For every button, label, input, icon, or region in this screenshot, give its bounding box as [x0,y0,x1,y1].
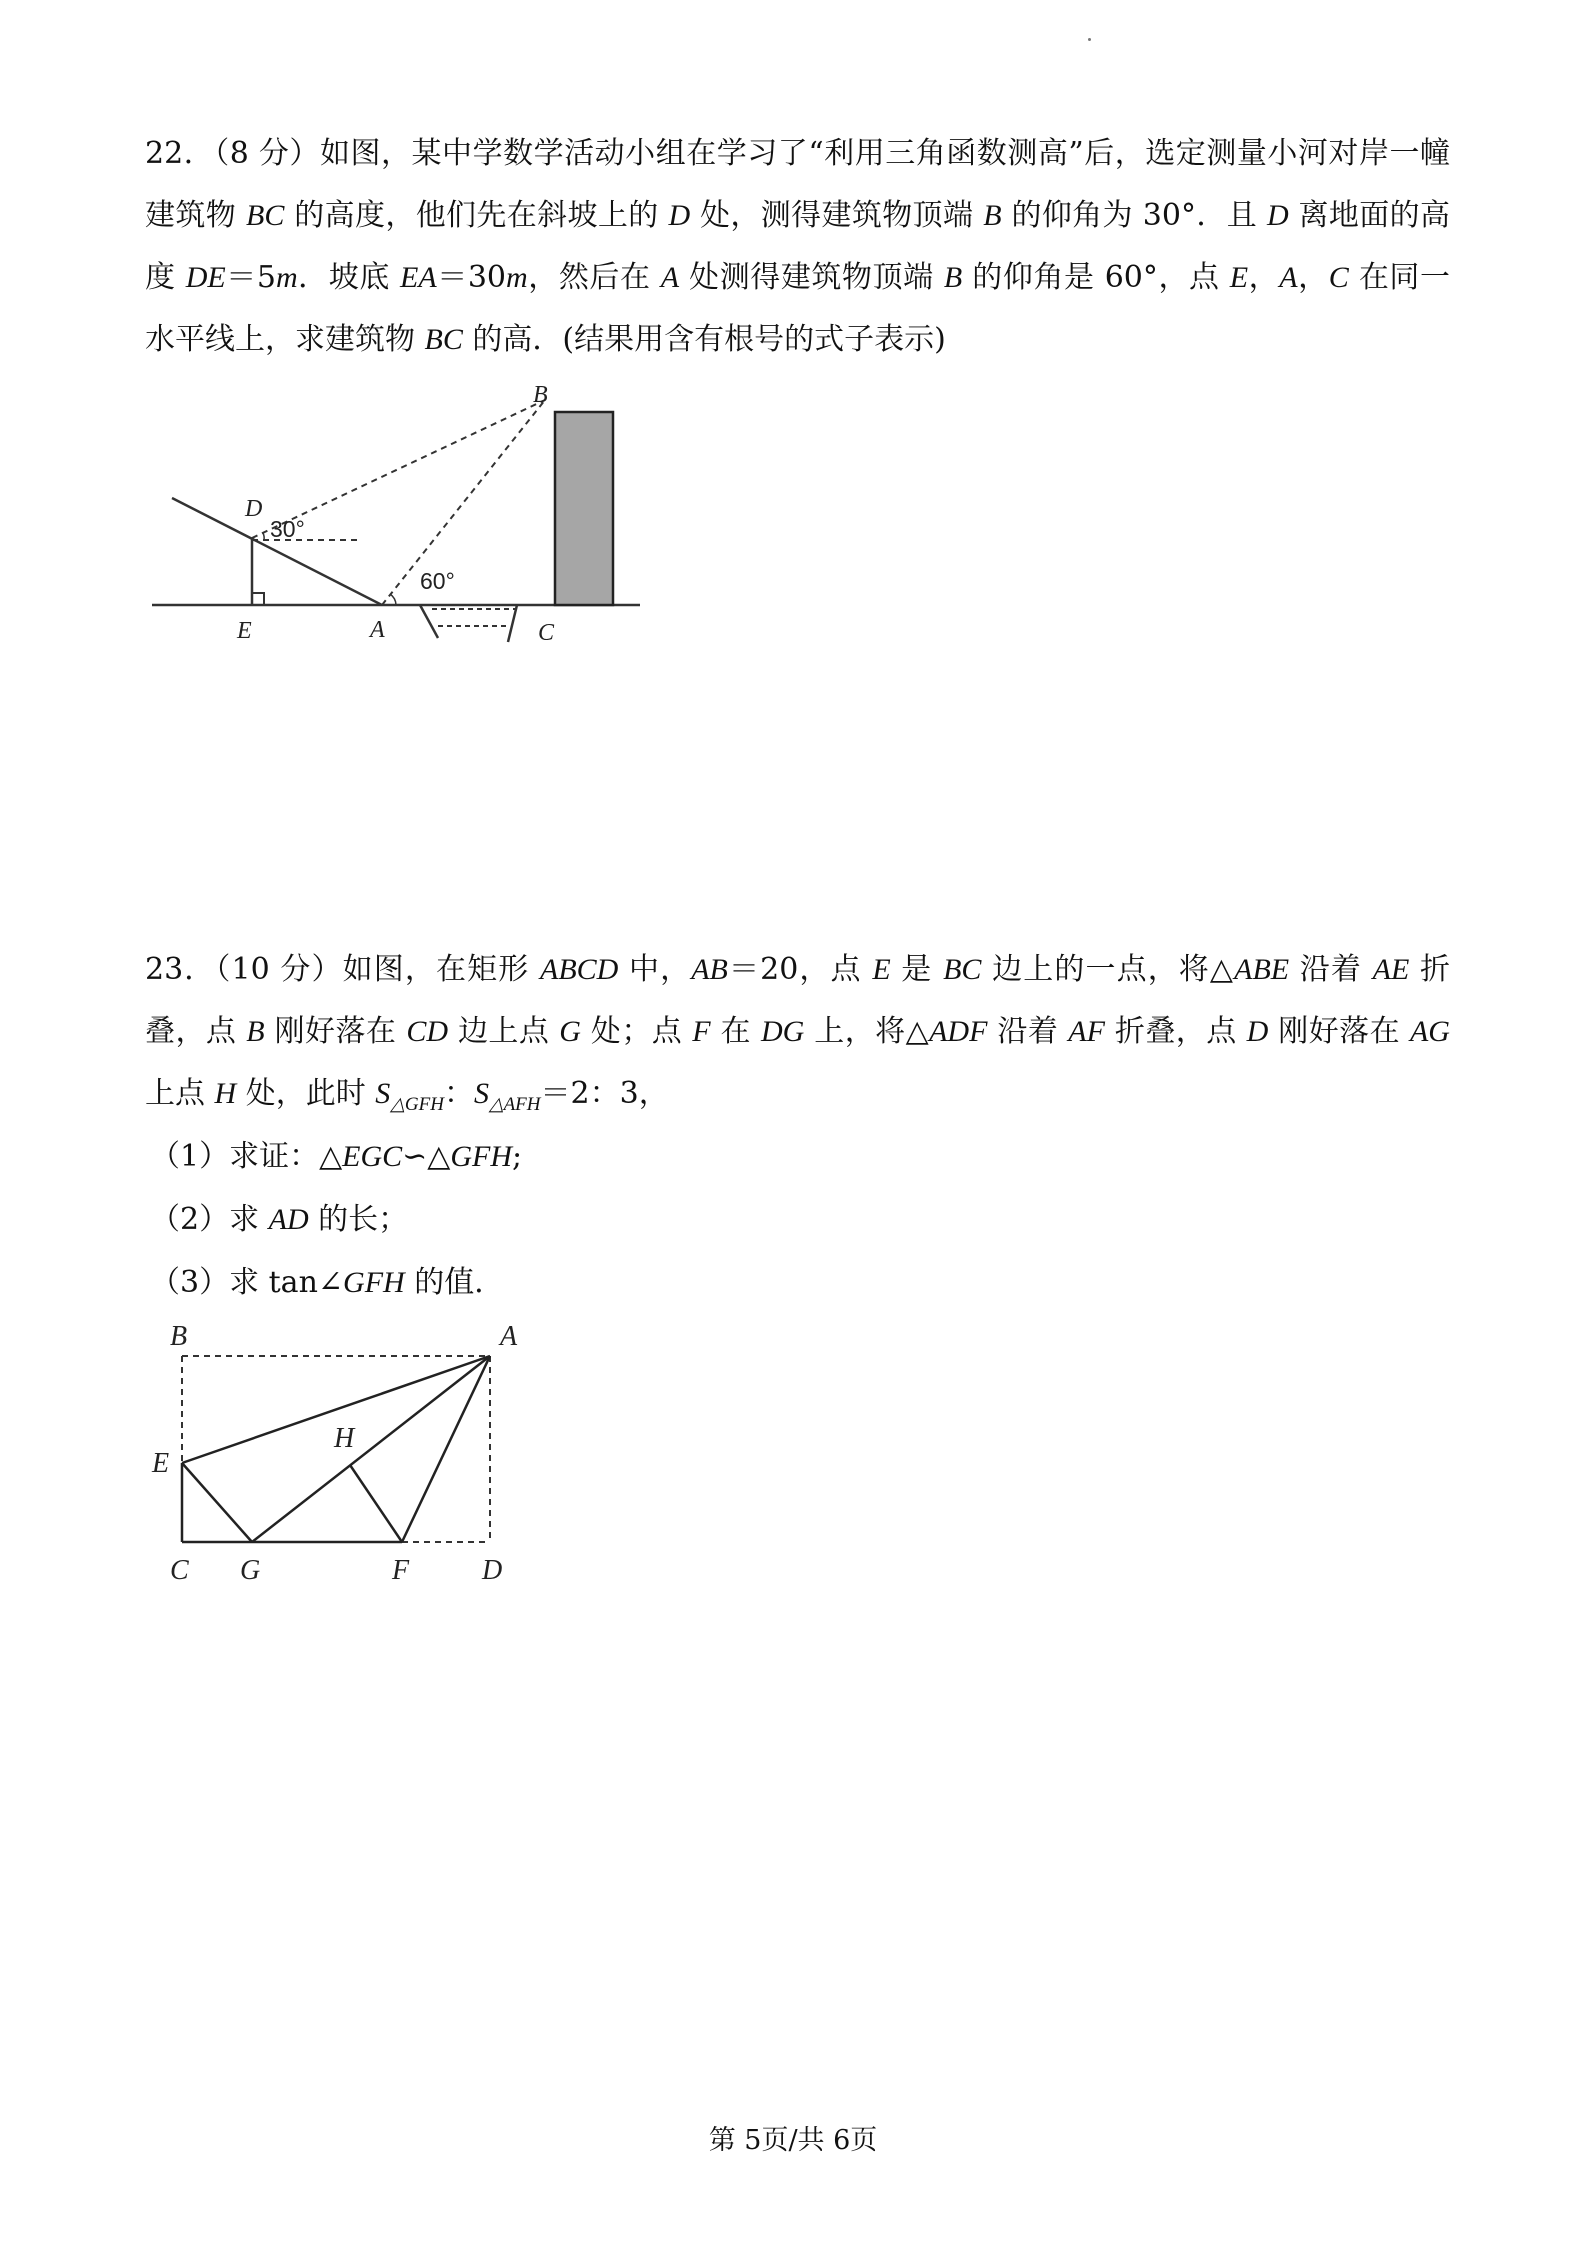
label-c: C [170,1555,189,1586]
part-text: 的值． [404,1265,505,1300]
part-var: GFH [450,1140,513,1173]
angle-arc-d [263,533,264,540]
label-b: B [170,1321,188,1352]
part-var: EGC [342,1140,403,1173]
segment-ga [252,1356,490,1542]
angle-arc-a [390,594,396,605]
part-var: GFH [343,1266,405,1299]
q23-var: H [214,1077,237,1110]
q23-var: G [559,1015,581,1048]
q23-var: CD [406,1015,449,1048]
q23-var: BC [943,953,982,986]
segment-eg [182,1463,252,1542]
q23-var: AF [1068,1015,1105,1048]
q22-var: A [660,261,680,294]
angle-label-60: 60° [420,568,455,594]
label-a: A [500,1321,518,1352]
q23-var: ABCD [540,953,619,986]
q22-var: BC [246,199,285,232]
q23-var: ABE [1234,953,1290,986]
q23-number: 23． [145,952,216,987]
q22-text: ．坡底 [297,260,401,295]
right-angle-mark [252,593,264,605]
q23-text: ： [443,1076,474,1111]
q23-text: 刚好落在 [1268,1014,1410,1049]
part-text: ; [512,1139,523,1174]
q22-text: ＝30 [436,260,507,295]
q23-text: 是 [890,952,944,987]
q23-text: 刚好落在 [264,1014,407,1049]
segment-fa [402,1356,490,1542]
q22-var: C [1328,261,1349,294]
q23-text: 折叠，点 [1104,1014,1247,1049]
label-e: E [237,618,252,644]
q23-score: （10 分） [215,952,343,987]
q23-subscript: △GFH [390,1094,444,1115]
q23-part-1 [150,1135,522,1179]
label-c: C [538,620,555,646]
label-a: A [370,617,385,643]
part-number: （3） [150,1265,230,1300]
q23-var: S [375,1077,391,1110]
q22-var: B [943,261,963,294]
q23-var: D [1246,1015,1269,1048]
angle-label-30: 30° [270,516,305,542]
q23-text: 在 [710,1014,761,1049]
part-var: AD [268,1203,309,1236]
label-f: F [392,1555,410,1586]
q22-var: D [1266,199,1289,232]
q22-score: （8 分） [214,136,320,171]
part-text: 求 [229,1202,269,1237]
q23-text: 折叠，点 [145,952,1450,1049]
sight-line-ab [382,400,545,605]
part-number: （1） [150,1139,230,1174]
q23-var: AB [691,953,728,986]
label-h: H [334,1423,355,1454]
part-text: 求证：△ [229,1139,343,1174]
q22-var: D [668,199,691,232]
q22-var: B [983,199,1002,232]
part-number: （2） [150,1202,230,1237]
q22-text: 的仰角为 30°．且 [1001,198,1267,233]
q22-text: 离地面的高度 [145,198,1450,295]
q22-text: ， [1248,260,1280,295]
q23-text: 边上点 [448,1014,560,1049]
q22-text: 处，测得建筑物顶端 [690,198,984,233]
q23-text: 处，此时 [236,1076,376,1111]
q23-part-2 [150,1198,408,1242]
q22-text: ， [1297,260,1329,295]
q23-text: 处；点 [580,1014,693,1049]
q23-var: E [872,953,891,986]
label-e: E [152,1448,170,1479]
part-text: 的长； [308,1202,409,1237]
q23-var: ADF [929,1015,988,1048]
q23-figure [140,1315,560,1595]
q23-text: 上点 [145,1076,215,1111]
q23-var: DG [760,1015,805,1048]
q23-var: AE [1372,953,1410,986]
q22-var: m [275,261,298,294]
slope-line [172,498,382,605]
q23-text: 沿着 [987,1014,1069,1049]
q23-text: 上，将△ [804,1014,930,1049]
q22-text: 的高度，他们先在斜坡上的 [284,198,669,233]
q23-text: 边上的一点，将△ [981,952,1235,987]
part-text: ∽△ [402,1139,451,1174]
building-bc [555,412,613,605]
question-23 [145,939,1450,1136]
q23-text: 沿着 [1289,952,1373,987]
segment-hf [350,1465,402,1542]
q22-figure [140,380,660,660]
page-footer: 第 5页/共 6页 [708,2125,878,2156]
label-g: G [240,1555,261,1586]
q23-var: B [246,1015,265,1048]
q22-text: 在同一水平线上，求建筑物 [145,260,1450,357]
q23-part-3 [150,1261,504,1305]
q22-var: EA [400,261,437,294]
q23-var: S [473,1077,489,1110]
q22-var: m [506,261,528,294]
question-22 [145,123,1450,371]
q22-number: 22． [145,136,215,171]
q22-var: DE [185,261,226,294]
label-d: D [482,1555,503,1586]
q22-var: E [1229,261,1249,294]
q22-text: 处测得建筑物顶端 [679,260,944,295]
part-text: 求 tan∠ [229,1265,344,1300]
q23-text: ＝20，点 [727,952,873,987]
q22-var: A [1279,261,1298,294]
q23-var: AG [1409,1015,1450,1048]
q22-var: BC [424,323,463,356]
label-b: B [533,382,548,408]
scan-dot [1088,38,1091,41]
q22-text: 如图，某中学数学活动小组在学习了“利用三角函数测高”后，选定测量小河对岸一幢建筑物 [145,136,1450,233]
label-d: D [245,496,263,522]
q23-text: 如图，在矩形 [342,952,540,987]
q22-text: ＝5 [225,260,276,295]
q23-text: ＝2：3， [540,1076,669,1111]
q23-var: F [692,1015,711,1048]
river-bank-right [508,605,517,642]
q23-subscript: △AFH [488,1094,541,1115]
q22-text: 的高．(结果用含有根号的式子表示) [462,322,946,357]
q23-text: 中， [618,952,692,987]
q22-text: 的仰角是 60°，点 [962,260,1230,295]
q22-text: ，然后在 [527,260,661,295]
